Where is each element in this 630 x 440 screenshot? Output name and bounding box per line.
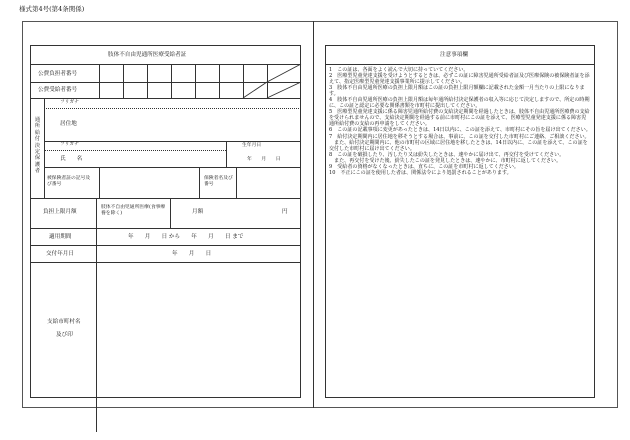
recipient-number-label: 公費受給者番号 [38,87,78,93]
note-item: 9 受給者の資格がなくなったときは、直ちに、この証を市町村に返してください。 [329,163,519,170]
insurer-label: 保険者名及び番号 [204,176,233,187]
address-label: 居住地 [60,121,77,127]
issue-date-label: 交付年月日 [46,251,74,257]
note-item: 5 医療型児童発達支援に係る障害児通所給付費の支給決定期間を経過したときは、肢体不自由児通所医療費の支給を受けられませんので、支給決定期間を経過する前に市町村にこの証を添えて、医療型児童発達支援に係る障害児通所給付費の支給の再申請をしてください。 [329,109,590,128]
seal-label: 及び印 [56,332,73,338]
note-item: 7 給付決定期間内に居住地を移そうとする場合は、事前に、この証を交付した市町村にご連絡、ご相談ください。 [329,133,590,140]
note-item: また、給付決定期間内に、他の市町村の区域に居住地を移したときは、14日以内に、この証を添えて、この証を交付した市町村に届け出てください。 [329,139,588,152]
notes-list [329,67,591,176]
note-item: 3 肢体不自由児通所医療の負担上限月額はこの証の負担上限月額欄に記載された金額一月当たりの上限になります。 [329,85,585,98]
payer-number-label: 公費負担者番号 [38,71,78,77]
note-item: 1 この証は、各面をよく読んで大切に持っていてください。 [329,67,469,73]
municipality-label: 支給市町村名 [47,319,81,325]
form-label: 様式第4号(第4条関係) [19,5,85,13]
notes-title: 注意事項欄 [440,52,468,58]
period-value: 年 月 日 から 年 月 日 まで [128,234,244,240]
cap-label: 負担上限月額 [43,209,77,215]
cap-monthly-label: 月額 [192,209,204,215]
name-label: 氏 名 [60,156,83,162]
furigana-label-2: フリガナ [60,142,79,147]
period-label: 適用期間 [49,234,72,240]
insured-label: 被保険者証の記号及び番号 [47,176,91,187]
furigana-label: フリガナ [60,100,79,105]
cap-description: 肢体不自由児通所医療(食事療養を除く) [101,205,166,216]
note-item: 2 医療型児童発達支援を受けようとするときは、必ずこの証に障害児通所受給者証及び医療保険の被保険者証を添えて、指定医療型児童発達支援事業所に提示してください。 [329,73,590,86]
note-item: 4 肢体不自由児通所医療の負担上限月額は毎年通所給付決定保護者の収入等に応じて決定しますので、所定の時期に、この証と認定に必要な関係書類を市町村に提出してください。 [329,97,590,110]
certificate-title: 肢体不自由児通所医療受給者証 [108,52,187,58]
note-item: また、再交付を受けた後、紛失したこの証を発見したときは、速やかに、市町村に返してください。 [329,157,562,164]
birth-date-format: 年 月 日 [247,157,281,162]
note-item: 6 この証の記載事項に変更があったときは、14日以内に、この証を添えて、市町村にその旨を届け出てください。 [329,127,591,134]
cap-unit: 円 [282,209,288,215]
note-item: 10 不正にこの証を使用した者は、関係法令により処罰されることがあります。 [329,169,512,176]
note-item: 8 この証を破損したり、汚したり又は紛失したときは、速やかに届け出て、再交付を受けてください。 [329,151,565,158]
issue-date-value: 年 月 日 [172,251,212,257]
birth-date-label: 生年月日 [242,143,262,148]
guardian-section-label: 通所給付決定保護者 [34,117,41,175]
